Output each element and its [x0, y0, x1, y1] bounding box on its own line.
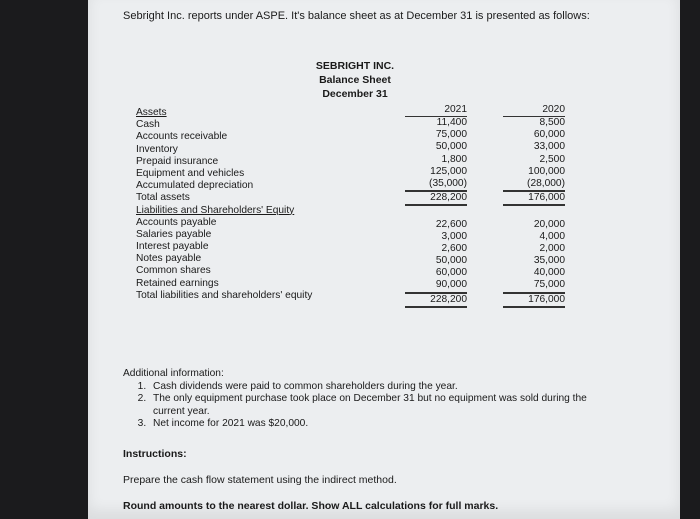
cell-2020-ar: 60,000: [533, 129, 565, 141]
label-inventory: Inventory: [136, 143, 178, 155]
cell-2020-retained: 75,000: [503, 279, 565, 292]
cell-2020-ap: 20,000: [533, 218, 565, 230]
statement-date: December 31: [322, 88, 388, 100]
label-common: Common shares: [136, 265, 211, 277]
label-ap: Accounts payable: [136, 216, 217, 228]
cell-2020-total-assets: 176,000: [503, 191, 565, 206]
cell-2021-interest: 2,600: [441, 242, 467, 254]
cell-2020-total-liab: 176,000: [503, 293, 565, 308]
cell-2020-interest: 2,000: [539, 242, 565, 254]
year-header-2020: 2020: [503, 103, 565, 117]
label-ar: Accounts receivable: [136, 131, 228, 143]
statement-header: [300, 59, 410, 101]
cell-2021-total-assets: 228,200: [405, 191, 467, 206]
cell-2021-common: 60,000: [435, 267, 467, 279]
cell-2020-inventory: 33,000: [533, 141, 565, 153]
additional-information: [123, 368, 604, 431]
cell-2020-notes: 35,000: [533, 255, 565, 267]
label-total-assets: Total assets: [136, 192, 190, 204]
cell-2020-accum-dep: (28,000): [503, 178, 565, 191]
instructions-heading: Instructions:: [123, 448, 187, 460]
label-prepaid: Prepaid insurance: [136, 155, 219, 167]
cell-2020-equipment: 100,000: [528, 165, 565, 177]
assets-heading: Assets: [136, 107, 167, 118]
label-accum-dep: Accumulated depreciation: [136, 180, 254, 192]
label-notes: Notes payable: [136, 253, 202, 265]
label-retained: Retained earnings: [136, 277, 219, 289]
additional-list: [123, 381, 604, 431]
column-2021: [405, 103, 467, 308]
cell-2020-prepaid: 2,500: [539, 153, 565, 165]
cell-2021-ap: 22,600: [435, 218, 467, 230]
label-total-liab: Total liabilities and shareholders' equity: [136, 289, 313, 301]
list-item: 3. Net income for 2021 was $20,000.: [149, 418, 604, 431]
column-2020: [503, 103, 565, 308]
label-cash: Cash: [136, 119, 160, 131]
instruction-line-1: Prepare the cash flow statement using the indirect method.: [123, 474, 397, 486]
cell-2020-salaries: 4,000: [539, 230, 565, 242]
cell-2021-equipment: 125,000: [430, 165, 467, 177]
label-equipment: Equipment and vehicles: [136, 167, 245, 179]
cell-2021-ar: 75,000: [435, 129, 467, 141]
liabilities-heading: Liabilities and Shareholders' Equity: [136, 204, 295, 216]
cell-2021-accum-dep: (35,000): [405, 178, 467, 191]
additional-heading: Additional information:: [123, 368, 224, 379]
row-labels: [136, 107, 312, 302]
list-item: 1. Cash dividends were paid to common shareholders during the year.: [149, 381, 604, 394]
cell-2021-total-liab: 228,200: [405, 293, 467, 308]
company-name: SEBRIGHT INC.: [315, 60, 395, 72]
list-item: 2. The only equipment purchase took place on December 31 but no equipment was sold during the current year.: [149, 393, 604, 418]
cell-2021-inventory: 50,000: [435, 141, 467, 153]
instruction-line-2: Round amounts to the nearest dollar. Show ALL calculations for full marks.: [123, 500, 499, 512]
cell-2020-common: 40,000: [533, 267, 565, 279]
label-interest: Interest payable: [136, 241, 209, 253]
statement-title: Balance Sheet: [319, 74, 391, 86]
label-salaries: Salaries payable: [136, 228, 212, 240]
cell-2020-cash: 8,500: [539, 117, 565, 128]
year-header-2021: 2021: [405, 103, 467, 117]
cell-2021-notes: 50,000: [435, 255, 467, 267]
intro-text: Sebright Inc. reports under ASPE. It's balance sheet as at December 31 is presented as follows:: [123, 10, 590, 22]
cell-2021-cash: 11,400: [436, 117, 467, 128]
cell-2021-retained: 90,000: [405, 279, 467, 292]
cell-2021-salaries: 3,000: [441, 230, 467, 242]
cell-2021-prepaid: 1,800: [441, 153, 467, 165]
